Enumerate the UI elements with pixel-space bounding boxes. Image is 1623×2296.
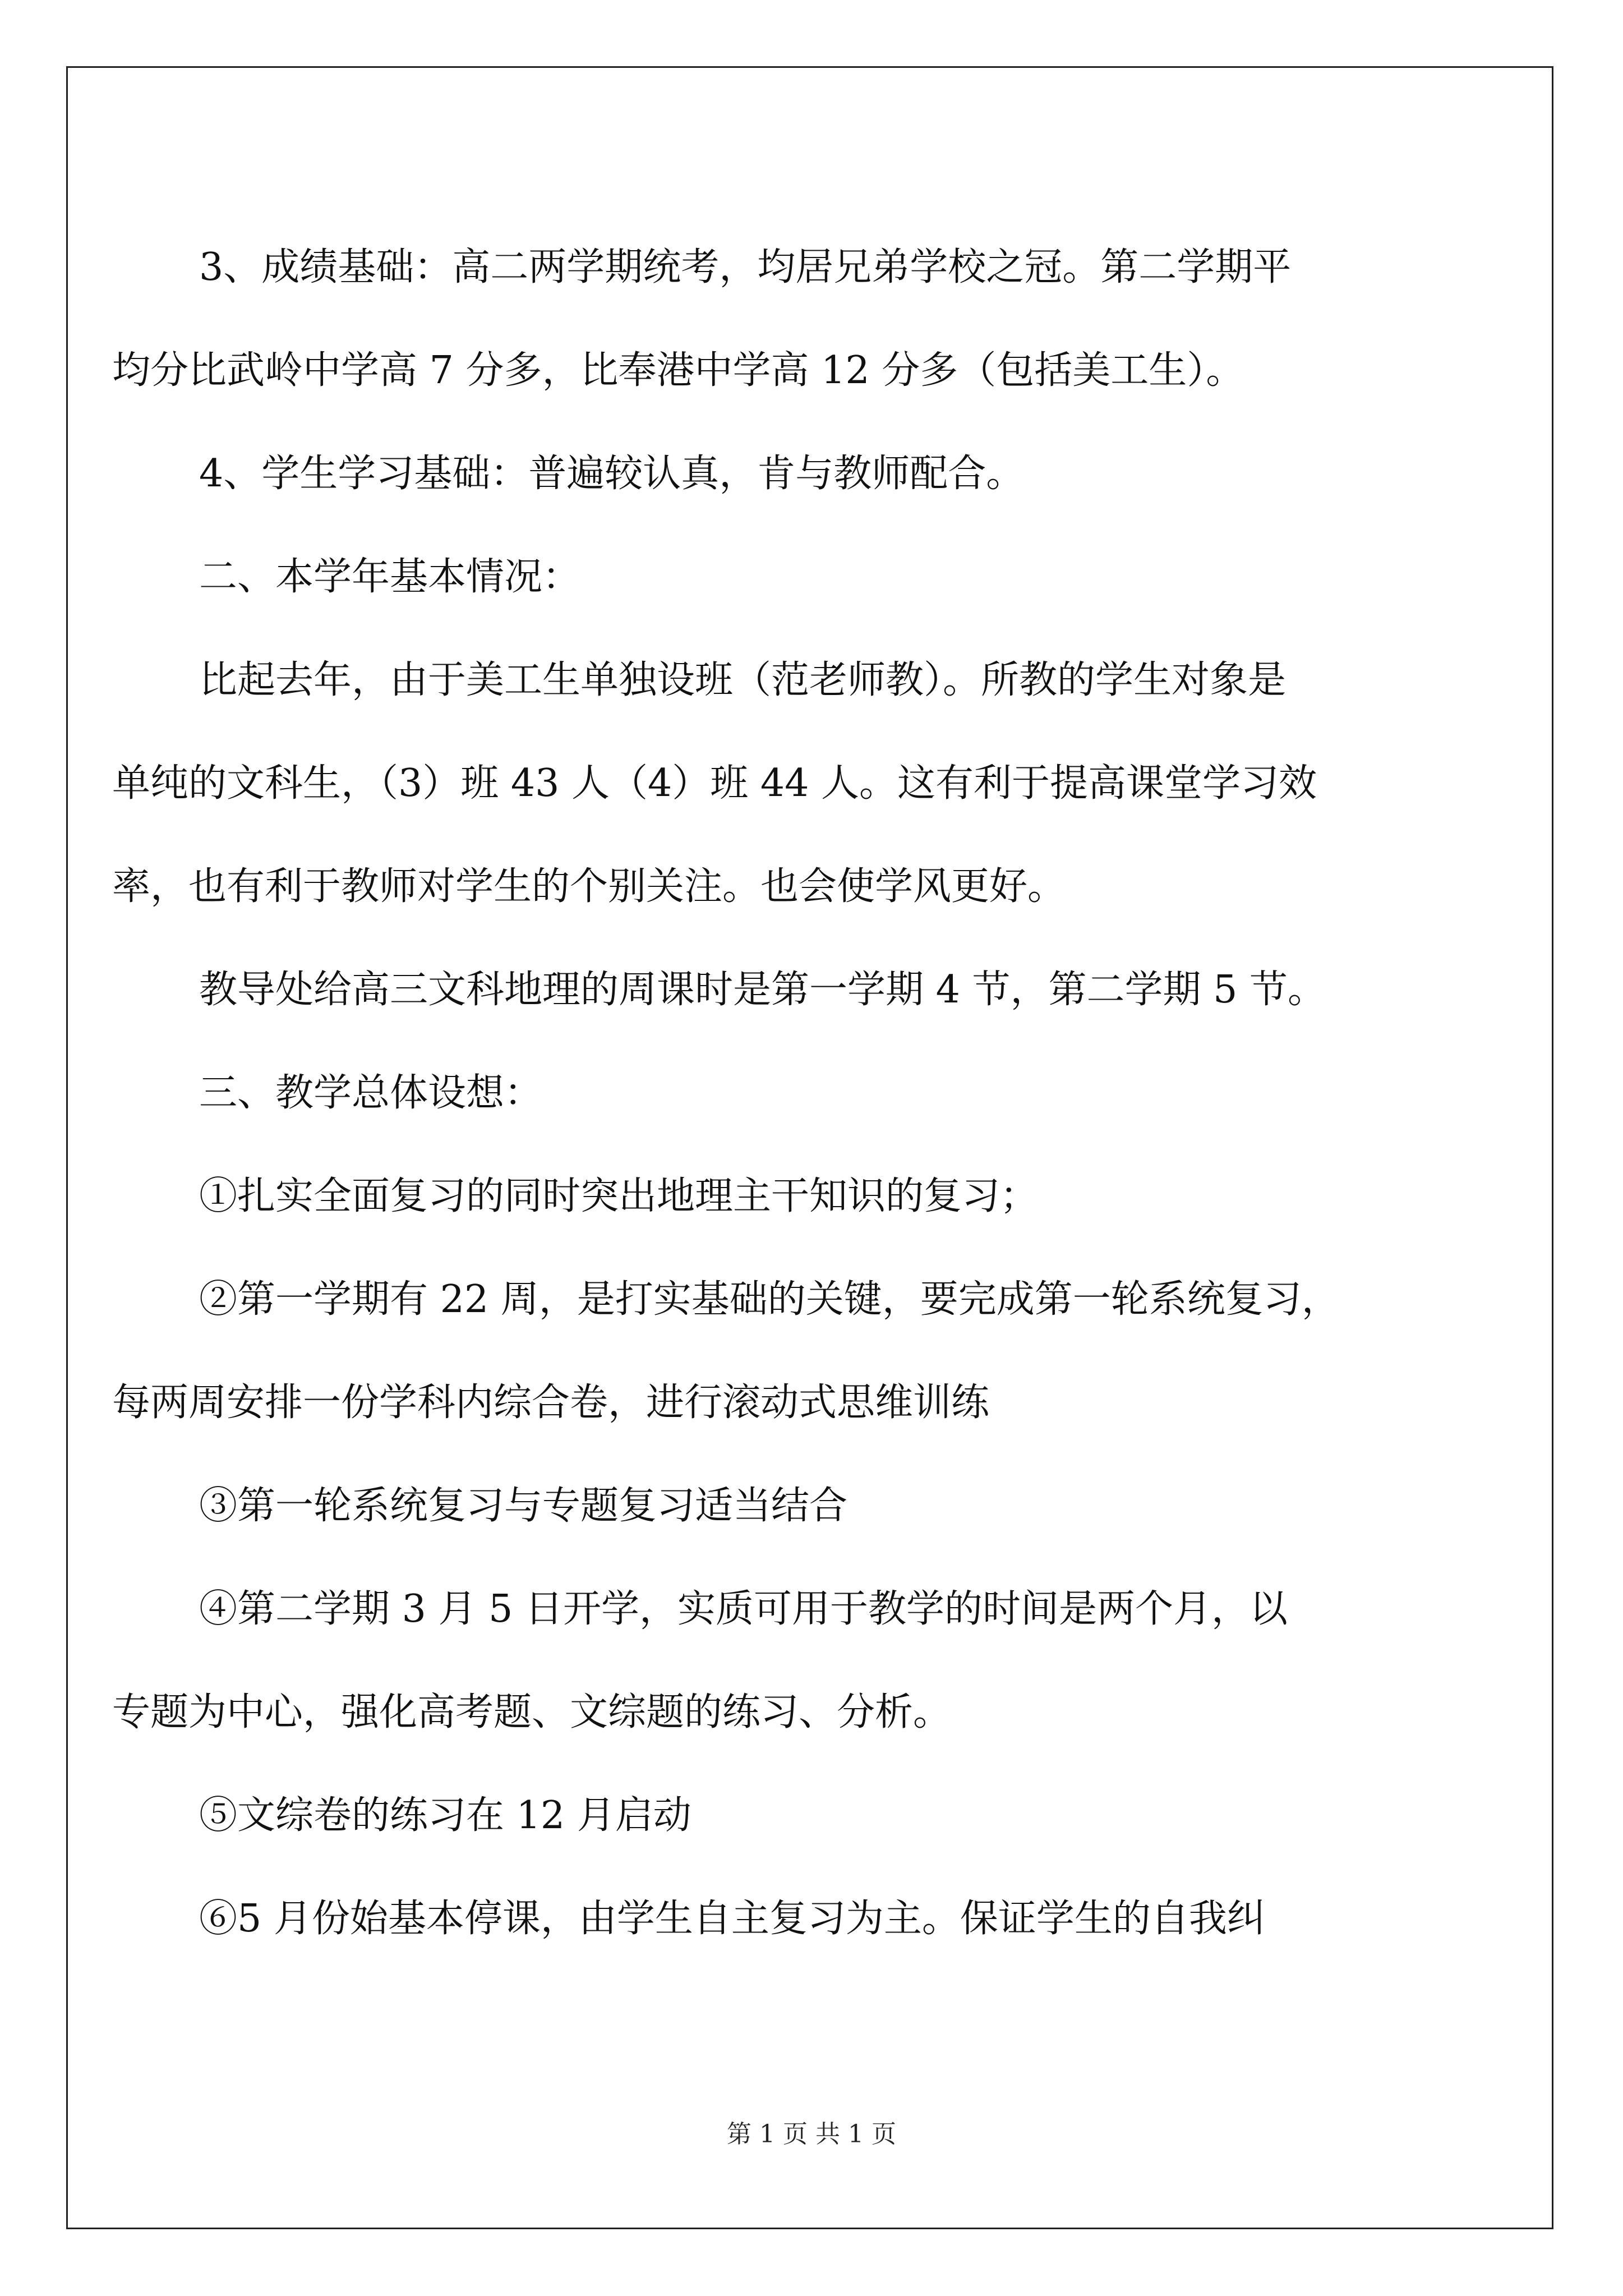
text-line: ⑤文综卷的练习在 12 月启动	[199, 1793, 691, 1838]
text-line: 单纯的文科生，（3）班 43 人（4）班 44 人。这有利于提高课堂学习效	[112, 761, 1317, 806]
list-item-5	[199, 1764, 1433, 1867]
paragraph-grades	[112, 216, 1433, 422]
text-line: 二、本学年基本情况：	[199, 555, 581, 599]
text-line: ⑥5 月份始基本停课，由学生自主复习为主。保证学生的自我纠	[199, 1897, 1265, 1941]
heading-section-two	[199, 526, 1433, 629]
list-item-6	[199, 1867, 1433, 1971]
text-line: 率，也有利于教师对学生的个别关注。也会使学风更好。	[112, 864, 1066, 909]
text-line: ②第一学期有 22 周，是打实基础的关键，要完成第一轮系统复习，	[199, 1277, 1340, 1322]
list-item-2	[112, 1248, 1433, 1455]
text-line: 教导处给高三文科地理的周课时是第一学期 4 节，第二学期 5 节。	[199, 968, 1326, 1012]
heading-section-three	[199, 1042, 1433, 1145]
text-line: ①扎实全面复习的同时突出地理主干知识的复习；	[199, 1174, 1039, 1218]
list-item-4	[112, 1558, 1433, 1764]
text-line: 均分比武岭中学高 7 分多，比奉港中学高 12 分多（包括美工生）。	[112, 348, 1244, 393]
paragraph-class-hours	[199, 938, 1433, 1042]
text-line: 每两周安排一份学科内综合卷，进行滚动式思维训练	[112, 1381, 989, 1425]
text-line: ③第一轮系统复习与专题复习适当结合	[199, 1484, 848, 1528]
text-line: 比起去年，由于美工生单独设班（范老师教）。所教的学生对象是	[199, 658, 1287, 702]
text-line: 专题为中心，强化高考题、文综题的练习、分析。	[112, 1690, 951, 1734]
list-item-1	[199, 1145, 1433, 1248]
text-line: 三、教学总体设想：	[199, 1071, 543, 1115]
paragraph-class-situation	[112, 629, 1433, 938]
list-item-3	[199, 1455, 1433, 1558]
text-line: 4、学生学习基础：普遍较认真，肯与教师配合。	[199, 452, 1025, 496]
paragraph-student-basis	[199, 422, 1433, 526]
text-line: ④第二学期 3 月 5 日开学，实质可用于教学的时间是两个月，以	[199, 1587, 1288, 1631]
text-line: 3、成绩基础：高二两学期统考，均居兄弟学校之冠。第二学期平	[199, 245, 1292, 289]
page-footer: 第 1 页 共 1 页	[727, 2120, 896, 2148]
